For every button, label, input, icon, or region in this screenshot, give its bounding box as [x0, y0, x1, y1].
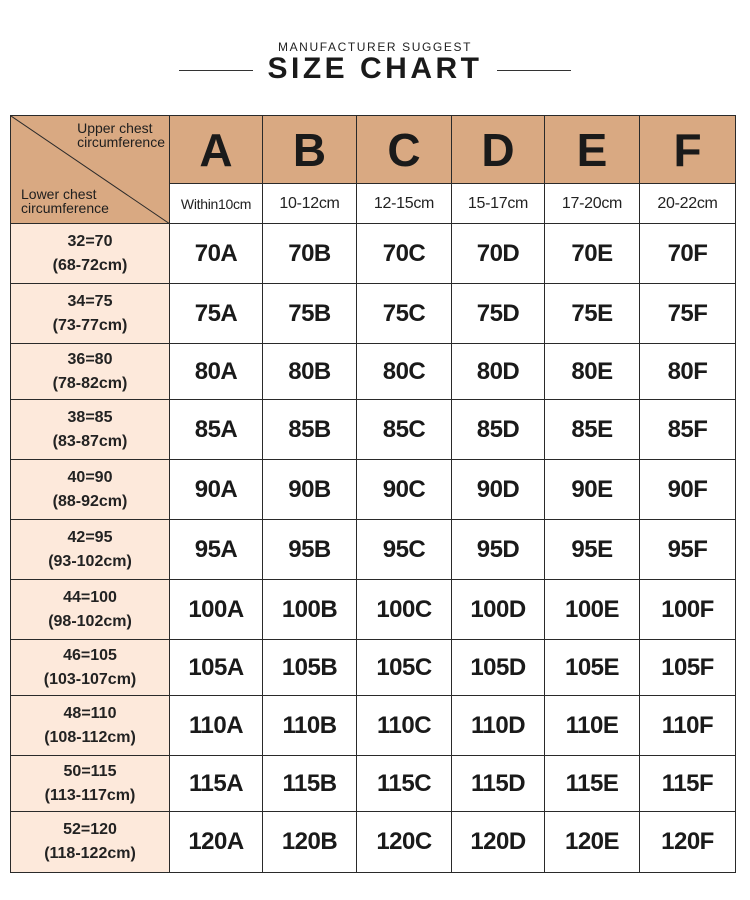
band-size-label: 50=115 — [63, 762, 117, 780]
size-cell: 85A — [170, 400, 263, 460]
band-size-label: 36=80 — [67, 350, 113, 368]
size-cell: 120E — [545, 812, 640, 873]
band-size-label: 34=75 — [67, 292, 113, 310]
size-cell: 110C — [357, 696, 452, 756]
size-row — [11, 284, 736, 344]
size-cell: 110D — [452, 696, 545, 756]
size-cell: 70A — [170, 224, 263, 284]
size-cell: 100C — [357, 580, 452, 640]
upper-chest-label-line2: circumference — [77, 134, 165, 150]
size-cell: 115F — [640, 756, 736, 812]
size-cell: 85E — [545, 400, 640, 460]
corner-header-cell — [11, 116, 170, 224]
size-cell: 100F — [640, 580, 736, 640]
cup-range-f: 20-22cm — [640, 184, 736, 224]
band-size-label: 32=70 — [67, 232, 113, 250]
size-cell: 95F — [640, 520, 736, 580]
size-cell: 110B — [263, 696, 357, 756]
size-cell: 75A — [170, 284, 263, 344]
size-cell: 75D — [452, 284, 545, 344]
size-cell: 90B — [263, 460, 357, 520]
band-size-cell — [11, 460, 170, 520]
size-cell: 70B — [263, 224, 357, 284]
size-cell: 90A — [170, 460, 263, 520]
band-size-cell — [11, 400, 170, 460]
cup-range-e: 17-20cm — [545, 184, 640, 224]
size-chart-table — [10, 115, 736, 873]
size-cell: 80F — [640, 344, 736, 400]
size-cell: 105C — [357, 640, 452, 696]
band-size-range: (88-92cm) — [52, 492, 128, 510]
band-size-label: 46=105 — [63, 646, 117, 664]
size-cell: 110F — [640, 696, 736, 756]
cup-letter-f: F — [640, 116, 736, 184]
chart-title: SIZE CHART — [267, 52, 483, 85]
band-size-label: 42=95 — [67, 528, 113, 546]
chart-subtitle: MANUFACTURER SUGGEST — [277, 40, 472, 54]
size-cell: 70E — [545, 224, 640, 284]
size-cell: 80B — [263, 344, 357, 400]
band-size-range: (73-77cm) — [52, 316, 128, 334]
band-size-range: (68-72cm) — [52, 256, 128, 274]
size-cell: 85C — [357, 400, 452, 460]
size-cell: 95E — [545, 520, 640, 580]
band-size-range: (98-102cm) — [48, 612, 132, 630]
band-size-range: (83-87cm) — [52, 432, 128, 450]
size-row — [11, 580, 736, 640]
band-size-cell — [11, 812, 170, 873]
band-size-label: 44=100 — [63, 588, 117, 606]
size-row — [11, 520, 736, 580]
band-size-label: 40=90 — [67, 468, 113, 486]
cup-range-d: 15-17cm — [452, 184, 545, 224]
size-cell: 115A — [170, 756, 263, 812]
size-cell: 120F — [640, 812, 736, 873]
size-cell: 95A — [170, 520, 263, 580]
size-cell: 95D — [452, 520, 545, 580]
size-cell: 115C — [357, 756, 452, 812]
size-cell: 85D — [452, 400, 545, 460]
size-cell: 90E — [545, 460, 640, 520]
band-size-label: 48=110 — [63, 704, 117, 722]
size-cell: 110A — [170, 696, 263, 756]
size-cell: 120D — [452, 812, 545, 873]
size-cell: 110E — [545, 696, 640, 756]
size-cell: 105F — [640, 640, 736, 696]
size-cell: 90C — [357, 460, 452, 520]
size-cell: 120C — [357, 812, 452, 873]
size-cell: 75F — [640, 284, 736, 344]
size-cell: 105D — [452, 640, 545, 696]
cup-letter-a: A — [170, 116, 263, 184]
band-size-cell — [11, 344, 170, 400]
size-row — [11, 696, 736, 756]
lower-chest-label-line2: circumference — [21, 200, 109, 216]
size-row — [11, 812, 736, 873]
band-size-range: (93-102cm) — [48, 552, 132, 570]
cup-letter-d: D — [452, 116, 545, 184]
band-size-cell — [11, 640, 170, 696]
band-size-range: (103-107cm) — [43, 670, 137, 688]
cup-range-b: 10-12cm — [263, 184, 357, 224]
band-size-cell — [11, 284, 170, 344]
lower-chest-label — [21, 187, 109, 215]
band-size-range: (113-117cm) — [44, 786, 136, 804]
size-cell: 90F — [640, 460, 736, 520]
size-cell: 120B — [263, 812, 357, 873]
size-cell: 95C — [357, 520, 452, 580]
size-cell: 115E — [545, 756, 640, 812]
size-cell: 70F — [640, 224, 736, 284]
size-cell: 90D — [452, 460, 545, 520]
band-size-range: (78-82cm) — [52, 374, 128, 392]
chart-header — [0, 0, 750, 110]
size-cell: 85B — [263, 400, 357, 460]
size-cell: 80A — [170, 344, 263, 400]
size-cell: 100E — [545, 580, 640, 640]
cup-range-c: 12-15cm — [357, 184, 452, 224]
size-cell: 100A — [170, 580, 263, 640]
band-size-cell — [11, 756, 170, 812]
lower-chest-label-line1: Lower chest — [21, 186, 97, 202]
band-size-cell — [11, 696, 170, 756]
cup-range-a: Within10cm — [170, 184, 263, 224]
size-row — [11, 344, 736, 400]
size-row — [11, 224, 736, 284]
band-size-cell — [11, 224, 170, 284]
upper-chest-label — [77, 121, 165, 149]
size-cell: 85F — [640, 400, 736, 460]
size-row — [11, 400, 736, 460]
cup-letter-b: B — [263, 116, 357, 184]
size-cell: 100B — [263, 580, 357, 640]
cup-letter-c: C — [357, 116, 452, 184]
size-cell: 80D — [452, 344, 545, 400]
size-cell: 105B — [263, 640, 357, 696]
size-cell: 105A — [170, 640, 263, 696]
band-size-range: (118-122cm) — [44, 845, 136, 862]
band-size-label: 52=120 — [63, 821, 117, 838]
size-cell: 70C — [357, 224, 452, 284]
band-size-range: (108-112cm) — [44, 728, 136, 746]
size-cell: 100D — [452, 580, 545, 640]
size-row — [11, 756, 736, 812]
size-cell: 105E — [545, 640, 640, 696]
size-cell: 75B — [263, 284, 357, 344]
size-cell: 120A — [170, 812, 263, 873]
band-size-cell — [11, 520, 170, 580]
size-cell: 75C — [357, 284, 452, 344]
upper-chest-label-line1: Upper chest — [77, 120, 153, 136]
size-cell: 70D — [452, 224, 545, 284]
band-size-cell — [11, 580, 170, 640]
size-cell: 95B — [263, 520, 357, 580]
size-cell: 115D — [452, 756, 545, 812]
size-cell: 75E — [545, 284, 640, 344]
cup-letter-e: E — [545, 116, 640, 184]
size-cell: 115B — [263, 756, 357, 812]
size-row — [11, 640, 736, 696]
size-row — [11, 460, 736, 520]
band-size-label: 38=85 — [67, 408, 113, 426]
title-divider-right — [497, 70, 571, 71]
size-cell: 80E — [545, 344, 640, 400]
size-cell: 80C — [357, 344, 452, 400]
